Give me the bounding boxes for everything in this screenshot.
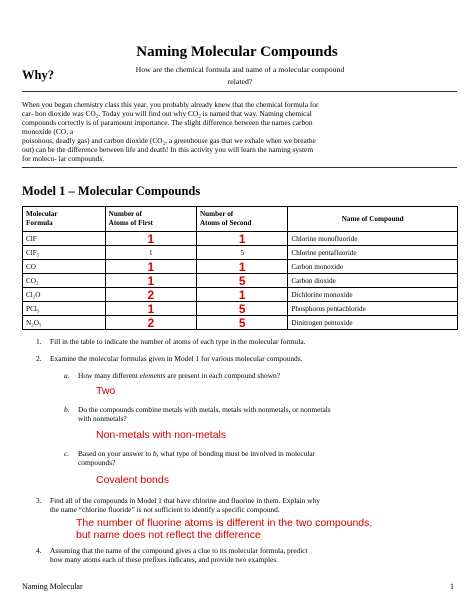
header-second: Number of Atoms of Second bbox=[196, 207, 287, 232]
question-1: 1. Fill in the table to indicate the number of atoms of each type in the molecular formula. bbox=[36, 337, 306, 346]
cell-second-atoms: 5 bbox=[196, 316, 287, 330]
cell-formula: ClF₅ bbox=[23, 246, 106, 260]
table-row bbox=[23, 246, 458, 260]
cell-compound-name: Phosphorus pentachloride bbox=[288, 302, 458, 316]
question-2b: b. Do the compounds combine metals with metals, metals with nonmetals, or nonmetals with nonmetals? bbox=[64, 405, 331, 423]
footer-left: Naming Molecular bbox=[22, 582, 83, 591]
cell-first-atoms: 1 bbox=[105, 260, 196, 274]
cell-formula: ClF bbox=[23, 232, 106, 246]
cell-formula: CO bbox=[23, 260, 106, 274]
cell-formula: N₂O₅ bbox=[23, 316, 106, 330]
cell-second-atoms: 5 bbox=[196, 302, 287, 316]
answer-2b: Non-metals with non-metals bbox=[96, 429, 227, 441]
cell-second-atoms: 1 bbox=[196, 288, 287, 302]
cell-formula: Cl₂O bbox=[23, 288, 106, 302]
cell-first-atoms: 2 bbox=[105, 288, 196, 302]
why-question: How are the chemical formula and name of a molecular compound related? bbox=[135, 65, 345, 86]
cell-compound-name: Chlorine pentafluoride bbox=[288, 246, 458, 260]
header-formula: Molecular Formula bbox=[23, 207, 106, 232]
page-title: Naming Molecular Compounds bbox=[136, 44, 338, 60]
table-row bbox=[23, 316, 458, 330]
cell-first-atoms: 1 bbox=[105, 246, 196, 260]
cell-first-atoms: 2 bbox=[105, 316, 196, 330]
question-4: 4. Assuming that the name of the compound gives a clue to its molecular formula, predict how many atoms each of these prefixes indicates, and provide two examples. bbox=[36, 546, 308, 564]
header-first: Number of Atoms of First bbox=[105, 207, 196, 232]
question-2c: c. Based on your answer to b, what type of bonding must be involved in molecular compounds? bbox=[64, 449, 316, 467]
cell-formula: CO₂ bbox=[23, 274, 106, 288]
cell-compound-name: Chlorine monofluoride bbox=[288, 232, 458, 246]
cell-formula: PCl₅ bbox=[23, 302, 106, 316]
cell-first-atoms: 1 bbox=[105, 302, 196, 316]
cell-first-atoms: 1 bbox=[105, 232, 196, 246]
section-divider bbox=[22, 167, 457, 168]
answer-3: The number of fluorine atoms is different in the two compounds, but name does not reflect the difference bbox=[76, 517, 373, 541]
cell-compound-name: Carbon dioxide bbox=[288, 274, 458, 288]
table-row bbox=[23, 302, 458, 316]
table-row bbox=[23, 288, 458, 302]
question-3: 3. Find all of the compounds in Model 1 that have chlorine and fluorine in them. Explain why the name “chlorine fluoride” is not sufficient to identify a specific compound. bbox=[36, 496, 320, 514]
cell-compound-name: Dichlorine monoxide bbox=[288, 288, 458, 302]
answer-2a: Two bbox=[96, 385, 116, 397]
compounds-table bbox=[22, 206, 458, 330]
table-row bbox=[23, 274, 458, 288]
cell-compound-name: Dinitrogen pentoxide bbox=[288, 316, 458, 330]
cell-second-atoms: 1 bbox=[196, 232, 287, 246]
table-header-row bbox=[23, 207, 458, 232]
answer-2c: Covalent bonds bbox=[96, 474, 169, 486]
cell-second-atoms: 5 bbox=[196, 246, 287, 260]
table-row bbox=[23, 260, 458, 274]
question-2a: a. How many different elements are present in each compound shown? bbox=[64, 371, 281, 380]
model-heading: Model 1 – Molecular Compounds bbox=[22, 184, 201, 198]
intro-paragraph: When you began chemistry class this year, you probably already knew that the chemical formula for car- bon dioxide was CO₂. Today you will find out why CO₂ is named that way. Naming chemical compounds correctly is of paramount importance. The slight difference between the names carbon monoxide (CO, a poisonous, deadly gas) and carbon dioxide (CO₂, a greenhouse gas that we exhale when we breathe out) can be the difference between life and death! In this activity you will learn the naming system for molecu- lar compounds. bbox=[22, 100, 319, 163]
why-heading: Why? bbox=[22, 68, 54, 82]
cell-first-atoms: 1 bbox=[105, 274, 196, 288]
cell-compound-name: Carbon monoxide bbox=[288, 260, 458, 274]
footer-page-number: 1 bbox=[450, 582, 454, 591]
table-row bbox=[23, 232, 458, 246]
section-divider bbox=[22, 91, 457, 92]
header-name: Name of Compound bbox=[288, 207, 458, 232]
cell-second-atoms: 5 bbox=[196, 274, 287, 288]
cell-second-atoms: 1 bbox=[196, 260, 287, 274]
question-2: 2. Examine the molecular formulas given in Model 1 for various molecular compounds. bbox=[36, 354, 303, 363]
